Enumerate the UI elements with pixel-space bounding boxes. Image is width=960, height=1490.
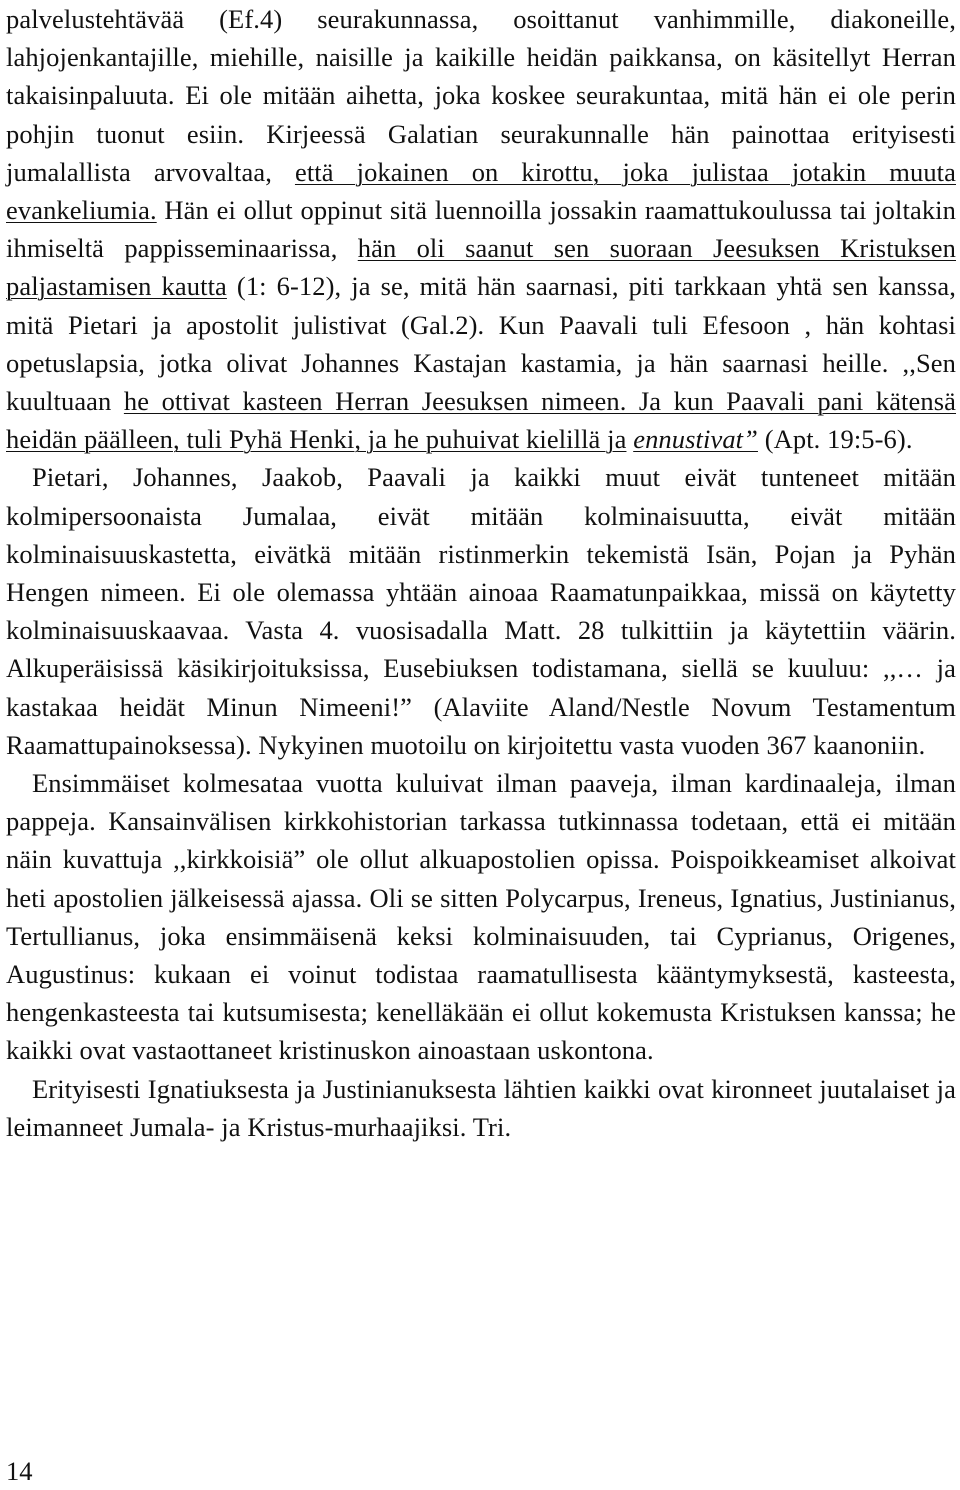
text-segment: palvelustehtävää (Ef.4) seurakunnassa, osoittanut vanhimmille, diakoneille, lahjojenkantajille, miehille, naisille ja kaikille heidän paikkansa, on käsitellyt Herran takaisinpaluuta. Ei ole mitään aihetta, joka koskee seurakuntaa, mitä hän ei ole perin pohjin tuonut esiin. Kirjeessä Galatian seurakunnalle hän painottaa erityisesti jumalallista arvovaltaa, — [6, 4, 956, 187]
underlined-text: hän oli saanut sen suoraan Jeesuksen Kristuksen paljastamisen kautta — [6, 233, 956, 302]
underlined-text: he ottivat kasteen Herran Jeesuksen nimeen. Ja kun Paavali pani kätensä heidän päälleen, tuli Pyhä Henki, ja he puhuivat kielillä ja — [6, 386, 957, 455]
text-segment: (1: 6-12), ja se, mitä hän saarnasi, piti tarkkaan yhtä sen kanssa, mitä Pietari ja apostolit julistivat (Gal.2). Kun Paavali tuli Efesoon , hän kohtasi opetuslapsia, jotka olivat Johannes Kastajan kastamia, ja hän saarnasi heille. ,,Sen kuultuaan — [6, 271, 956, 417]
text-segment: Hän ei ollut oppinut sitä luennoilla jossakin raamattukoulussa tai joltakin ihmiseltä pappisseminaarissa, — [6, 195, 956, 264]
paragraph-continuation — [6, 0, 956, 458]
document-page — [6, 0, 956, 1146]
underlined-text: että jokainen on kirottu, joka julistaa jotakin muuta evankeliumia. — [6, 156, 956, 226]
page-number: 14 — [6, 1456, 33, 1486]
paragraph-trinity: Pietari, Johannes, Jaakob, Paavali ja kaikki muut eivät tunteneet mitään kolmipersoonaista Jumalaa, eivät mitään kolminaisuutta, eivät mitään kolminaisuuskastetta, eivätkä mitään ristinmerkin tekemistä Isän, Pojan ja Pyhän Hengen nimeen. Ei ole olemassa yhtään ainoaa Raamatunpaikkaa, missä on käytetty kolminaisuuskaavaa. Vasta 4. vuosisadalla Matt. 28 tulkittiin ja käytettiin väärin. Alkuperäisissä käsikirjoituksissa, Eusebiuksen todistamana, siellä se kuuluu: ,,… ja kastakaa heidät Minun Nimeeni!” (Alaviite Aland/Nestle Novum Testamentum Raamattupainoksessa). Nykyinen muotoilu on kirjoitettu vasta vuoden 367 kaanoniin. — [6, 462, 956, 760]
underlined-italic-text: ennustivat” — [633, 424, 758, 455]
paragraph-church-history: Ensimmäiset kolmesataa vuotta kuluivat ilman paaveja, ilman kardinaaleja, ilman pappeja. Kansainvälisen kirkkohistorian tarkassa tutkinnassa todetaan, että ei mitään näin kuvattuja ,,kirkkoisiä” ole ollut alkuapostolien opissa. Poispoikkeamiset alkoivat heti apostolien jälkeisessä ajassa. Oli se sitten Polycarpus, Ireneus, Ignatius, Justinianus, Tertullianus, joka ensimmäisenä keksi kolminaisuuden, tai Cyprianus, Origenes, Augustinus: kukaan ei voinut todistaa raamatullisesta kääntymyksestä, kasteesta, hengenkasteesta tai kutsumisesta; kenelläkään ei ollut kokemusta Kristuksen kanssa; he kaikki ovat vastaottaneet kristinuskon ainoastaan uskontona. — [6, 768, 956, 1066]
text-segment: (Apt. 19:5-6). — [757, 424, 913, 455]
paragraph-ignatius: Erityisesti Ignatiuksesta ja Justinianuksesta lähtien kaikki ovat kironneet juutalaiset ja leimanneet Jumala- ja Kristus-murhaajiksi. Tri. — [6, 1073, 956, 1142]
